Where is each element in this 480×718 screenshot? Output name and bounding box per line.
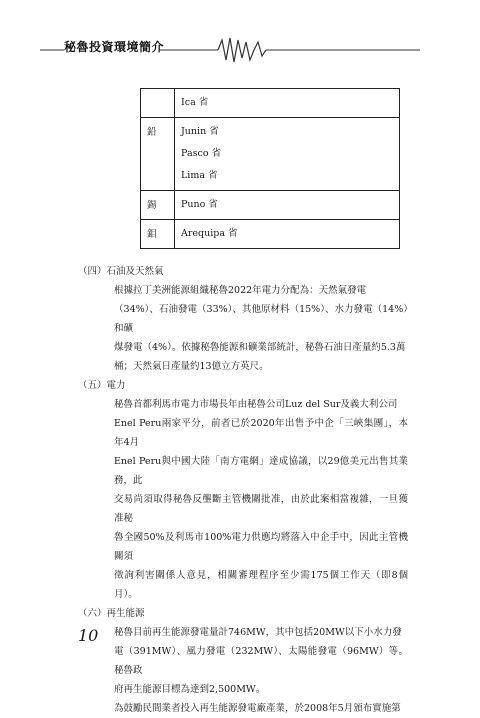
table-cell-element: 錫 [141, 191, 175, 220]
waveform-icon [218, 38, 266, 62]
table-row [141, 89, 400, 118]
paragraph-line: 徵詢利害關係人意見，相關審理程序至少需175個工作天（即8個月）。 [114, 570, 408, 600]
table-row [141, 191, 400, 220]
paragraph-line: 交易尚須取得秘魯反壟斷主管機關批准，由於此案相當複雜，一旦獲准秘 [114, 494, 408, 524]
section-renewable [78, 604, 408, 718]
paragraph-line: 魯全國50%及利馬市100%電力供應均將落入中企手中，因此主管機關須 [114, 532, 408, 562]
table-cell-regions [175, 89, 400, 118]
paragraph-line: 府再生能源目標為達到2,500MW。 [114, 684, 266, 695]
paragraph-line: 秘魯首都利馬市電力市場長年由秘魯公司Luz del Sur及義大利公司 [114, 399, 398, 410]
region-item: Lima 省 [181, 170, 218, 181]
table-cell-regions [175, 118, 400, 191]
page-header [0, 30, 480, 70]
section-heading: （四）石油及天然氣 [78, 266, 164, 277]
table-cell-regions [175, 191, 400, 220]
table-row [141, 220, 400, 249]
section-oil-gas [78, 262, 408, 376]
paragraph-line: 煤發電（4%）。依據秘魯能源和礦業部統計，秘魯石油日產量約5.3萬 [114, 342, 406, 353]
region-item: Arequipa 省 [181, 228, 238, 239]
document-body [78, 262, 408, 718]
table-cell-element [141, 89, 175, 118]
table-cell-element: 鉬 [141, 220, 175, 249]
section-heading: （六）再生能源 [78, 608, 145, 619]
paragraph-line: Enel Peru兩家平分，前者已於2020年出售予中企「三峽集團」，本年4月 [114, 418, 408, 448]
region-item: Pasco 省 [181, 148, 222, 159]
paragraph-line: 桶；天然氣日產量約13億立方英尺。 [114, 361, 269, 372]
table-cell-regions [175, 220, 400, 249]
table-cell-element: 鉛 [141, 118, 175, 191]
paragraph-line: 電（391MW）、風力發電（232MW）、太陽能發電（96MW）等。秘魯政 [114, 646, 408, 676]
paragraph-line: Enel Peru與中國大陸「南方電網」達成協議，以29億美元出售其業務，此 [114, 456, 408, 486]
paragraph-line: 根據拉丁美洲能源組織秘魯2022年電力分配為：天然氣發電 [114, 285, 367, 296]
paragraph-line: 秘魯目前再生能源發電量計746MW，其中包括20MW以下小水力發 [114, 627, 402, 638]
section-electricity [78, 376, 408, 604]
region-item: Ica 省 [181, 97, 209, 108]
paragraph-line: 為鼓勵民間業者投入再生能源發電廠產業，於2008年5月頒布實施第 [114, 703, 401, 714]
mineral-table [140, 88, 400, 249]
region-item: Puno 省 [181, 199, 218, 210]
page-number: 10 [78, 626, 99, 645]
section-heading: （五）電力 [78, 380, 126, 391]
header-title: 秘魯投資環境簡介 [64, 40, 165, 54]
region-item: Junin 省 [181, 126, 219, 137]
paragraph-line: （34%）、石油發電（33%）、其他原材料（15%）、水力發電（14%）和礦 [114, 304, 408, 334]
table-row [141, 118, 400, 191]
